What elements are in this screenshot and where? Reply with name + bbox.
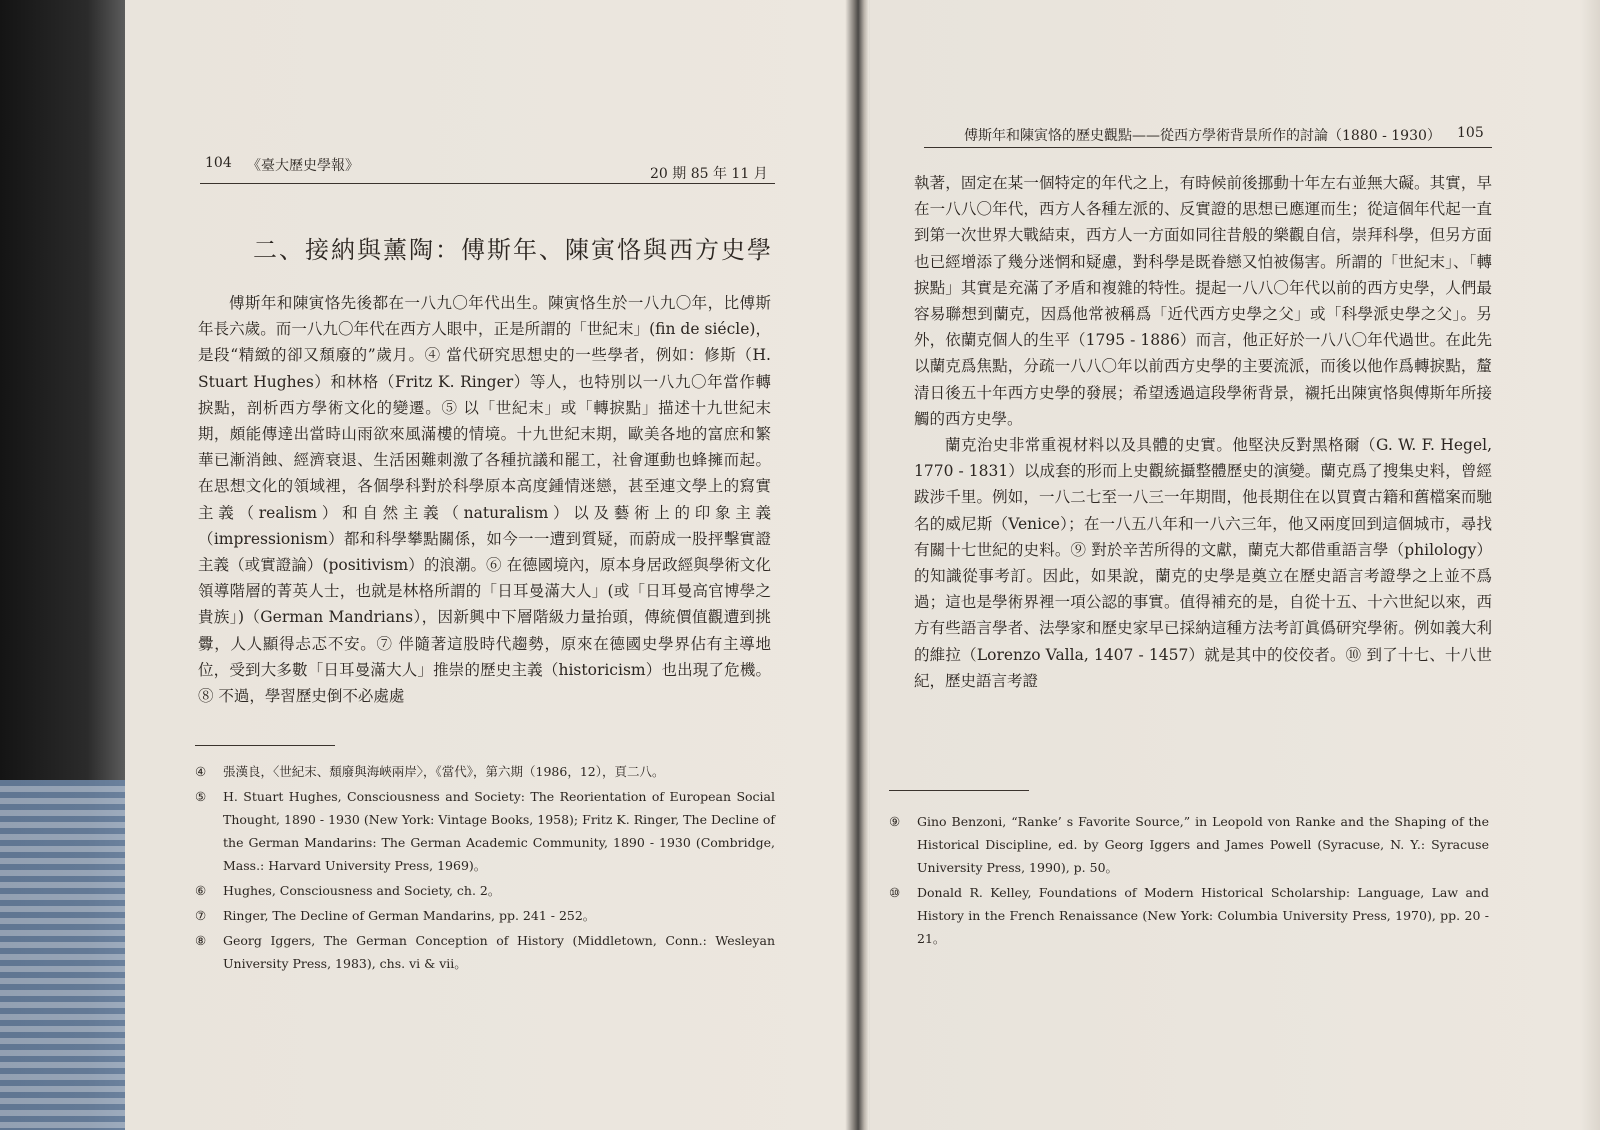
footnote-number: ④ — [195, 764, 207, 779]
article-running-title: 傅斯年和陳寅恪的歷史觀點——從西方學術背景所作的討論（1880 - 1930） — [964, 128, 1441, 144]
footnote-number: ⑤ — [195, 789, 207, 804]
footnote-text: H. Stuart Hughes, Consciousness and Society: The Reorientation of European Social Thought, 1890 - 1930 (New York: Vintage Books, 1958); Fritz K. Ringer, The Decline of the German Mandarins: The German Academic Community, 1890 - 1930 (Combridge, Mass.: Harvard University Press, 1969)。 — [223, 789, 775, 873]
footnote-text: Gino Benzoni, “Ranke’ s Favorite Source,” in Leopold von Ranke and the Shaping of the Historical Discipline, ed. by Georg Iggers and James Powell (Syracuse, N. Y.: Syracuse University Press, 1990), p. 50。 — [917, 814, 1489, 875]
footnote — [195, 879, 775, 902]
header-rule-left — [200, 183, 775, 184]
left-footnotes — [195, 760, 775, 977]
book-spine — [845, 0, 869, 1130]
paragraph: 執著，固定在某一個特定的年代之上，有時候前後挪動十年左右並無大礙。其實，早在一八八〇年代，西方人各種左派的、反實證的思想已應運而生；從這個年代起一直到第一次世界大戰結束，西方人一方面如同往昔般的樂觀自信，崇拜科學，但另方面也已經增添了幾分迷惘和疑慮，對科學是既眷戀又怕被傷害。所謂的「世紀末」、「轉捩點」其實是充滿了矛盾和複雜的特性。提起一八八〇年代以前的西方史學，人們最容易聯想到蘭克，因爲他常被稱爲「近代西方史學之父」或「科學派史學之父」。另外，依蘭克個人的生平（1795 - 1886）而言，他正好於一八八〇年代過世。在此先以蘭克爲焦點，分疏一八八〇年以前西方史學的主要流派，而後以他作爲轉捩點，釐清日後五十年西方史學的發展；希望透過這段學術背景，襯托出陳寅恪與傅斯年所接觸的西方史學。 — [914, 174, 1492, 428]
scanner-edge-stripes — [0, 780, 125, 1130]
footnote-text: Donald R. Kelley, Foundations of Modern Historical Scholarship: Language, Law and History in the French Renaissance (New York: Columbia University Press, 1970), pp. 20 - 21。 — [917, 885, 1489, 946]
right-page — [869, 0, 1580, 1130]
section-heading: 二、接納與薰陶：傅斯年、陳寅恪與西方史學 — [253, 236, 773, 264]
footnote-number: ⑨ — [889, 814, 901, 829]
footnote-number: ⑩ — [889, 885, 901, 900]
footnote-rule-right — [889, 790, 1029, 791]
footnote-text: Georg Iggers, The German Conception of History (Middletown, Conn.: Wesleyan University Press, 1983), chs. vi & vii。 — [223, 933, 775, 971]
paragraph: 蘭克治史非常重視材料以及具體的史實。他堅決反對黑格爾（G. W. F. Hegel, 1770 - 1831）以成套的形而上史觀統攝整體歷史的演變。蘭克爲了搜集史料，曾經跋涉千里。例如，一八二七至一八三一年期間，他長期住在以買賣古籍和舊檔案而馳名的威尼斯（Venice）；在一八五八年和一八六三年，他又兩度回到這個城市，尋找有關十七世紀的史料。⑨ 對於辛苦所得的文獻，蘭克大都借重語言學（philology）的知識從事考訂。因此，如果說，蘭克的史學是奠立在歷史語言考證學之上並不爲過；這也是學術界裡一項公認的事實。值得補充的是，自從十五、十六世紀以來，西方有些語言學者、法學家和歷史家早已採納這種方法考訂眞僞研究學術。例如義大利的維拉（Lorenzo Valla, 1407 - 1457）就是其中的佼佼者。⑩ 到了十七、十八世紀，歷史語言考證 — [914, 436, 1492, 690]
left-body-text — [198, 290, 771, 709]
footnote-text: Ringer, The Decline of German Mandarins, pp. 241 - 252。 — [223, 908, 596, 923]
footnote-number: ⑦ — [195, 908, 207, 923]
journal-title: 《臺大歷史學報》 — [247, 158, 359, 174]
footnote-number: ⑧ — [195, 933, 207, 948]
paragraph: 傅斯年和陳寅恪先後都在一八九〇年代出生。陳寅恪生於一八九〇年，比傅斯年長六歲。而一八九〇年代在西方人眼中，正是所謂的「世紀末」(fin de siécle)，是段“精緻的卻又頹廢的”歲月。④ 當代研究思想史的一些學者，例如：修斯（H. Stuart Hughes）和林格（Fritz K. Ringer）等人，也特別以一八九〇年當作轉捩點，剖析西方學術文化的變遷。⑤ 以「世紀末」或「轉捩點」描述十九世紀末期，頗能傳達出當時山雨欲來風滿樓的情境。十九世紀末期，歐美各地的富庶和繁華已漸消蝕、經濟衰退、生活困難刺激了各種抗議和罷工，社會運動也蜂擁而起。在思想文化的領域裡，各個學科對於科學原本高度鍾情迷戀，甚至連文學上的寫實主義（realism）和自然主義（naturalism）以及藝術上的印象主義（impressionism）都和科學攀點關係，如今一一遭到質疑，而蔚成一股抨擊實證主義（或實證論）(positivism）的浪潮。⑥ 在德國境內，原本身居政經與學術文化領導階層的菁英人士，也就是林格所謂的「日耳曼滿大人」(或「日耳曼高官博學之貴族」)（German Mandrians），因新興中下層階級力量抬頭，傳統價值觀遭到挑釁，人人顯得忐忑不安。⑦ 伴隨著這股時代趨勢，原來在德國史學界佔有主導地位，受到大多數「日耳曼滿大人」推崇的歷史主義（historicism）也出現了危機。⑧ 不過，學習歷史倒不必處處 — [198, 294, 771, 706]
left-page — [125, 0, 845, 1130]
footnote-rule-left — [195, 745, 335, 746]
footnote-text: 張漢良，〈世紀末、頹廢與海峽兩岸〉，《當代》，第六期（1986，12），頁二八。 — [223, 764, 665, 779]
page-number-left: 104 — [205, 155, 232, 171]
right-body-text — [914, 170, 1492, 694]
header-rule-right — [924, 147, 1492, 148]
footnote — [195, 785, 775, 877]
page-number-right: 105 — [1457, 125, 1484, 141]
footnote-text: Hughes, Consciousness and Society, ch. 2。 — [223, 883, 501, 898]
issue-info: 20 期 85 年 11 月 — [650, 166, 768, 182]
footnote — [195, 904, 775, 927]
footnote — [889, 810, 1489, 879]
right-footnotes — [889, 810, 1489, 952]
footnote — [195, 760, 775, 783]
footnote — [195, 929, 775, 975]
footnote — [889, 881, 1489, 950]
footnote-number: ⑥ — [195, 883, 207, 898]
